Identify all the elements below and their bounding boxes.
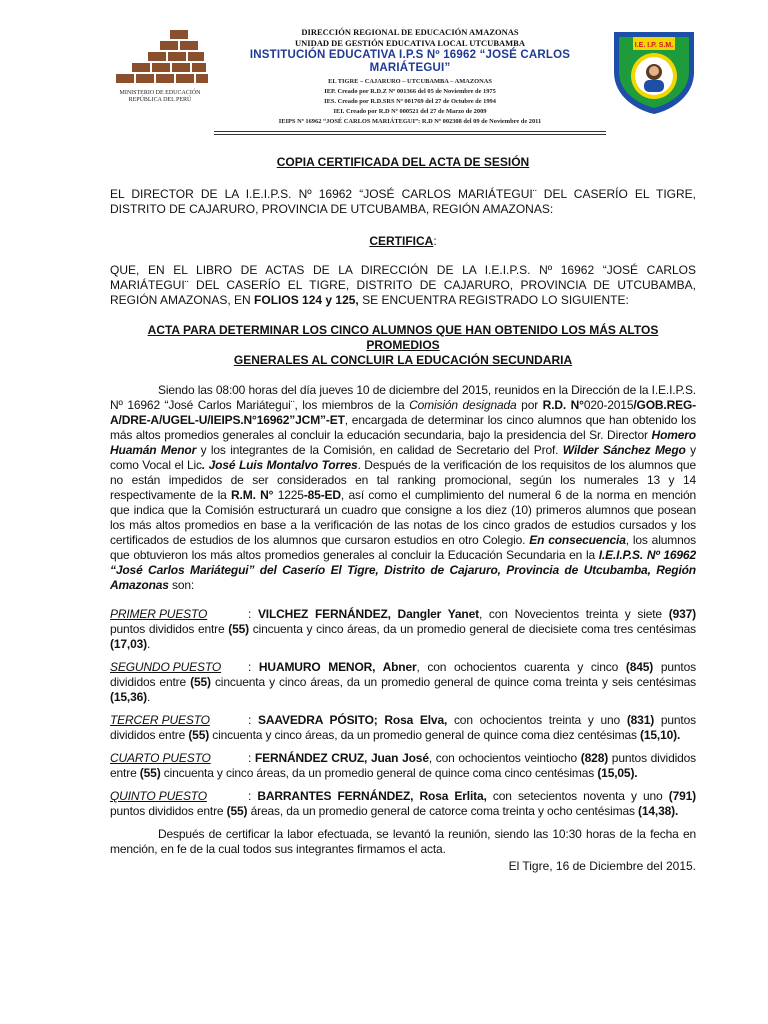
ranking-label: TERCER PUESTO	[110, 713, 210, 727]
letterhead	[0, 0, 768, 140]
body-italic: Comisión designada	[409, 398, 517, 412]
ugel-name: UNIDAD DE GESTIÓN EDUCATIVA LOCAL UTCUBAMBA	[295, 38, 525, 48]
ranking-text: con ochocientos treinta y uno	[447, 713, 627, 727]
body-text: y como Vocal el Lic	[110, 443, 696, 472]
que-text: QUE, EN EL LIBRO DE ACTAS DE LA DIRECCIÓN DE LA I.E.I.P.S. Nº 16962 “JOSÉ CARLOS MARIÁTEGUI¨ DEL CASERÍO EL TIGRE, DISTRITO DE CAJARURO, PROVINCIA DE UTCUBAMBA, REGIÓN AMAZONAS, EN	[110, 263, 696, 307]
document-date: El Tigre, 16 de Diciembre del 2015.	[508, 859, 696, 873]
body-text: 1225	[273, 488, 304, 502]
ranking-average: (14,38).	[638, 804, 679, 818]
header-rule-bottom	[214, 134, 606, 135]
brick-wall-icon	[108, 28, 212, 90]
ranking-average: (15,36)	[110, 690, 147, 704]
body-bold-italic: En consecuencia	[529, 533, 626, 547]
ministry-logo	[108, 28, 212, 128]
ranking-areas: (55)	[188, 728, 210, 742]
ranking-item	[110, 751, 696, 781]
document-body	[110, 155, 696, 874]
ranking-average: (15,10).	[640, 728, 681, 742]
certifica-heading	[110, 234, 696, 249]
intro-paragraph: EL DIRECTOR DE LA I.E.I.P.S. Nº 16962 “JOSÉ CARLOS MARIÁTEGUI¨ DEL CASERÍO EL TIGRE, DISTRITO DE CAJARURO, PROVINCIA DE UTCUBAMBA, REGIÓN AMAZONAS:	[110, 187, 696, 216]
creation-ieips: IEIPS Nº 16962 “JOSÉ CARLOS MARIÁTEGUI”: R.D Nº 002308 del 09 de Noviembre de 2011	[278, 118, 542, 125]
rankings-list	[110, 607, 696, 819]
body-bold: R.D. N°	[542, 398, 584, 412]
ranking-average: (15,05).	[597, 766, 638, 780]
ranking-areas: (55)	[190, 675, 211, 689]
ranking-sep: :	[248, 713, 258, 727]
ranking-sep: :	[248, 660, 259, 674]
ministry-caption	[108, 90, 212, 104]
ministry-caption-line1: MINISTERIO DE EDUCACIÓN	[119, 90, 201, 96]
body-text: por	[516, 398, 543, 412]
que-paragraph	[110, 263, 696, 308]
student-name: FERNÁNDEZ CRUZ, Juan José	[254, 751, 429, 765]
school-shield-logo	[608, 24, 700, 116]
ranking-points: (845)	[625, 660, 654, 674]
ranking-end: .	[146, 690, 151, 704]
ranking-item	[110, 607, 696, 652]
creation-iep: IEP. Creado por R.D.Z Nº 001366 del 05 de Noviembre de 1975	[324, 88, 496, 95]
ranking-text: cincuenta y cinco áreas, da un promedio general de quince coma diez centésimas	[209, 728, 641, 742]
creation-ies: IES. Creado por R.D.SRS Nº 001769 del 27 de Octubre de 1994	[324, 98, 496, 105]
body-bold: -85-ED	[303, 488, 341, 502]
letterhead-text	[214, 26, 606, 127]
student-name: VILCHEZ FERNÁNDEZ, Dangler Yanet	[257, 607, 479, 621]
body-text: y los integrantes de la Comisión, en calidad de Secretario del Prof.	[196, 443, 563, 457]
body-text: . Después de la verificación de los requisitos de los alumnos que no están impedidos de ser considerados en tal ranking promocional, según los numerales 13 y 14 respectivamente de la	[110, 458, 696, 502]
ranking-text: , con ochocientos veintiocho	[428, 751, 581, 765]
document-title: COPIA CERTIFICADA DEL ACTA DE SESIÓN	[276, 155, 530, 169]
body-text: 020-2015	[583, 398, 634, 412]
ranking-text: con setecientos noventa y uno	[486, 789, 669, 803]
body-bold: /GOB.REG-A/DRE-A/UGEL-U/IEIPS.N°16962”JCM”-ET	[110, 398, 697, 427]
ranking-label: CUARTO PUESTO	[110, 751, 211, 765]
ranking-text: , con Novecientos treinta y siete	[478, 607, 669, 621]
director-name: Homero Huamán Menor	[110, 428, 696, 457]
ministry-caption-line2: REPÚBLICA DEL PERÚ	[128, 97, 192, 103]
ranking-text: cincuenta y cinco áreas, da un promedio general de quince coma treinta y seis centésimas	[210, 675, 696, 689]
ranking-label: QUINTO PUESTO	[110, 789, 207, 803]
header-rule-top	[214, 131, 606, 132]
secretary-name: Wilder Sánchez Mego	[562, 443, 686, 457]
ranking-item	[110, 660, 696, 705]
acta-title-line2: GENERALES AL CONCLUIR LA EDUCACIÓN SECUNDARIA	[233, 353, 573, 367]
ranking-label: PRIMER PUESTO	[110, 607, 208, 621]
ranking-text: puntos divididos entre	[110, 622, 229, 636]
que-end: SE ENCUENTRA REGISTRADO LO SIGUIENTE:	[362, 293, 629, 307]
body-text: , los alumnos que obtuvieron los más altos promedios generales al concluir la Educación Secundaria en la	[110, 533, 696, 562]
ranking-areas: (55)	[228, 622, 250, 636]
student-name: SAAVEDRA PÓSITO; Rosa Elva,	[257, 713, 448, 727]
institution-reference: I.E.I.P.S. Nº 16962 “José Carlos Mariátegui” del Caserío El Tigre, Distrito de Cajaruro, Provincia de Utcubamba, Región Amazonas	[110, 548, 696, 592]
ranking-areas: (55)	[226, 804, 248, 818]
acta-body-paragraph	[110, 383, 696, 593]
institution-name: INSTITUCIÓN EDUCATIVA I.P.S Nº 16962 “JOSÉ CARLOS MARIÁTEGUI”	[249, 49, 571, 74]
ranking-points: (791)	[668, 789, 696, 803]
body-text: Siendo las 08:00 horas del día jueves 10 de diciembre del 2015, reunidos en la Dirección de la I.E.I.P.S. Nº 16962 “José Carlos Mariátegui¨, los miembros de la	[110, 383, 696, 412]
ranking-item	[110, 789, 696, 819]
creation-iei: IEI. Creado por R.D Nº 000521 del 27 de Marzo de 2009	[333, 108, 487, 115]
certifica-colon: :	[433, 234, 437, 248]
ranking-points: (831)	[626, 713, 655, 727]
ranking-end: .	[146, 637, 151, 651]
shield-band-text: I.E. I.P. S.M.	[634, 42, 674, 49]
que-folios: FOLIOS 124 y 125,	[254, 293, 359, 307]
ranking-item	[110, 713, 696, 743]
body-text: , encargada de determinar los cinco alumnos que han obtenido los más altos promedios generales al concluir la educación secundaria, bajo la presidencia del Sr. Director	[110, 413, 696, 442]
ranking-text: cincuenta y cinco áreas, da un promedio general de diecisiete coma tres centésimas	[249, 622, 696, 636]
ranking-sep: :	[248, 751, 255, 765]
closing-paragraph: Después de certificar la labor efectuada, se levantó la reunión, siendo las 10:30 horas de la fecha en mención, en fe de la cual todos sus integrantes firmamos el acta.	[110, 827, 696, 856]
body-text: son:	[168, 578, 195, 592]
ranking-text: puntos divididos entre	[110, 804, 227, 818]
ranking-sep: :	[248, 789, 258, 803]
student-name: BARRANTES FERNÁNDEZ, Rosa Erlita,	[257, 789, 487, 803]
body-bold: R.M. N°	[231, 488, 274, 502]
ranking-points: (937)	[668, 607, 696, 621]
acta-title-line1: ACTA PARA DETERMINAR LOS CINCO ALUMNOS QUE HAN OBTENIDO LOS MÁS ALTOS PROMEDIOS	[147, 323, 659, 352]
ranking-average: (17,03)	[110, 637, 147, 651]
ranking-text: , con ochocientos cuarenta y cinco	[416, 660, 626, 674]
ranking-areas: (55)	[139, 766, 161, 780]
ranking-text: puntos divididos entre	[110, 713, 696, 742]
ranking-label: SEGUNDO PUESTO	[110, 660, 222, 674]
acta-title	[110, 323, 696, 368]
body-text: , así como el cumplimiento del numeral 6 de la norma en mención que indica que la Comisión estructurará un cuadro que consigne a los diez (10) primeros alumnos que posean los más altos promedios en base a la verificación de las notas de los cinco grados de estudios cursados y los certificados de estudios de los alumnos que cursaron estudios en otro Colegio.	[110, 488, 696, 547]
ranking-text: puntos divididos entre	[110, 660, 696, 689]
certifica-word: CERTIFICA	[369, 234, 434, 248]
vocal-name: . José Luis Montalvo Torres	[201, 458, 358, 472]
student-name: HUAMURO MENOR, Abner	[258, 660, 417, 674]
regional-direction: DIRECCIÓN REGIONAL DE EDUCACIÓN AMAZONAS	[301, 27, 519, 37]
ranking-sep: :	[248, 607, 258, 621]
ranking-text: puntos divididos entre	[110, 751, 697, 780]
location-line: EL TIGRE – CAJARURO – UTCUBAMBA – AMAZONAS	[328, 78, 492, 85]
shield-icon	[608, 24, 700, 116]
ranking-text: cincuenta y cinco áreas, da un promedio general de quince coma cinco centésimas	[160, 766, 598, 780]
ranking-points: (828)	[580, 751, 609, 765]
ranking-text: áreas, da un promedio general de catorce coma treinta y ocho centésimas	[247, 804, 638, 818]
